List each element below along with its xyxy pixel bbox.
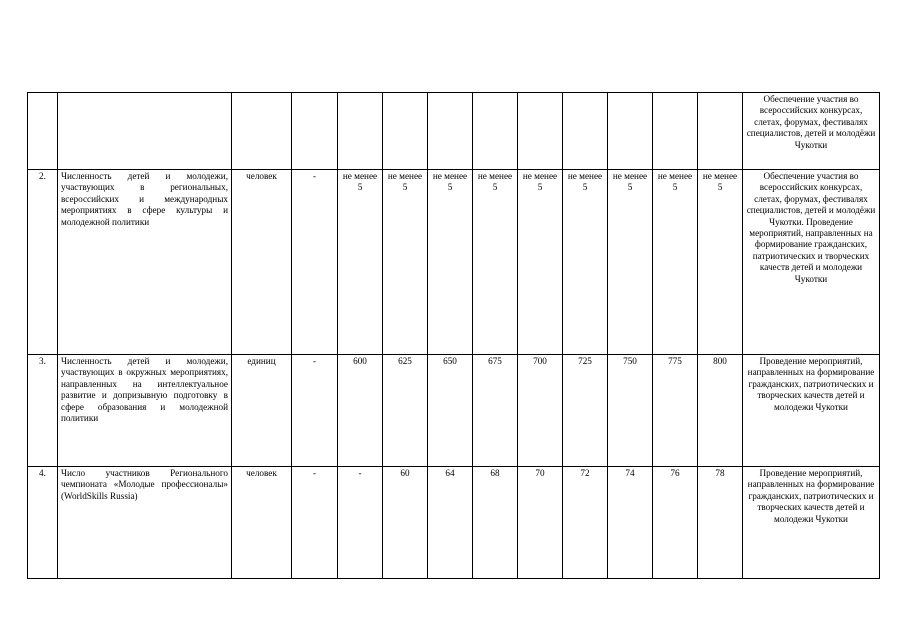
measures-cell: Проведение мероприятий, направленных на формирование гражданских, патриотических и творческих качеств детей и молодежи Чукотки — [743, 355, 880, 467]
value-cell: 600 — [338, 355, 383, 467]
value-cell: 625 — [383, 355, 428, 467]
value-cell: 76 — [653, 467, 698, 579]
value-cell: 800 — [698, 355, 743, 467]
indicators-table — [27, 92, 880, 579]
value-cell: не менее 5 — [383, 170, 428, 355]
value-cell: - — [338, 467, 383, 579]
value-cell — [473, 93, 518, 170]
table-row — [28, 355, 880, 467]
value-cell: 60 — [383, 467, 428, 579]
value-cell: не менее 5 — [698, 170, 743, 355]
value-cell — [653, 93, 698, 170]
value-cell: не менее 5 — [338, 170, 383, 355]
unit-cell: человек — [232, 170, 292, 355]
unit-cell: человек — [232, 467, 292, 579]
value-cell: 750 — [608, 355, 653, 467]
value-cell: 74 — [608, 467, 653, 579]
row-number — [28, 93, 58, 170]
value-cell: 70 — [518, 467, 563, 579]
value-cell — [698, 93, 743, 170]
value-cell: не менее 5 — [653, 170, 698, 355]
indicator-name — [58, 93, 232, 170]
value-cell: 78 — [698, 467, 743, 579]
value-cell: 725 — [563, 355, 608, 467]
measures-cell: Проведение мероприятий, направленных на формирование гражданских, патриотических и творческих качеств детей и молодежи Чукотки — [743, 467, 880, 579]
value-cell: не менее 5 — [428, 170, 473, 355]
value-cell: 68 — [473, 467, 518, 579]
value-cell: 72 — [563, 467, 608, 579]
base-value-cell — [292, 93, 338, 170]
value-cell: 64 — [428, 467, 473, 579]
value-cell — [608, 93, 653, 170]
value-cell: 650 — [428, 355, 473, 467]
measures-cell: Обеспечение участия во всероссийских конкурсах, слетах, форумах, фестивалях специалистов, детей и молодёжи Чукотки — [743, 93, 880, 170]
value-cell — [338, 93, 383, 170]
table-row — [28, 93, 880, 170]
value-cell: не менее 5 — [473, 170, 518, 355]
indicator-name: Численность детей и молодежи, участвующих в региональных, всероссийских и международных мероприятиях в сфере культуры и молодежной политики — [58, 170, 232, 355]
base-value-cell: - — [292, 467, 338, 579]
indicator-name: Число участников Регионального чемпионата «Молодые профессионалы» (WorldSkills Russia) — [58, 467, 232, 579]
unit-cell: единиц — [232, 355, 292, 467]
measures-cell: Обеспечение участия во всероссийских конкурсах, слетах, форумах, фестивалях специалистов, детей и молодёжи Чукотки. Проведение мероприятий, направленных на формирование гражданских, патриотических и творческих качеств детей и молодежи Чукотки — [743, 170, 880, 355]
value-cell: 775 — [653, 355, 698, 467]
unit-cell — [232, 93, 292, 170]
value-cell — [428, 93, 473, 170]
row-number: 4. — [28, 467, 58, 579]
value-cell: не менее 5 — [608, 170, 653, 355]
table-row — [28, 170, 880, 355]
row-number: 3. — [28, 355, 58, 467]
base-value-cell: - — [292, 355, 338, 467]
base-value-cell: - — [292, 170, 338, 355]
row-number: 2. — [28, 170, 58, 355]
table-row — [28, 467, 880, 579]
indicator-name: Численность детей и молодежи, участвующих в окружных мероприятиях, направленных на интеллектуальное развитие и допризывную подготовку в сфере образования и молодежной политики — [58, 355, 232, 467]
value-cell: не менее 5 — [518, 170, 563, 355]
value-cell — [563, 93, 608, 170]
value-cell — [518, 93, 563, 170]
value-cell: не менее 5 — [563, 170, 608, 355]
value-cell: 675 — [473, 355, 518, 467]
value-cell: 700 — [518, 355, 563, 467]
value-cell — [383, 93, 428, 170]
